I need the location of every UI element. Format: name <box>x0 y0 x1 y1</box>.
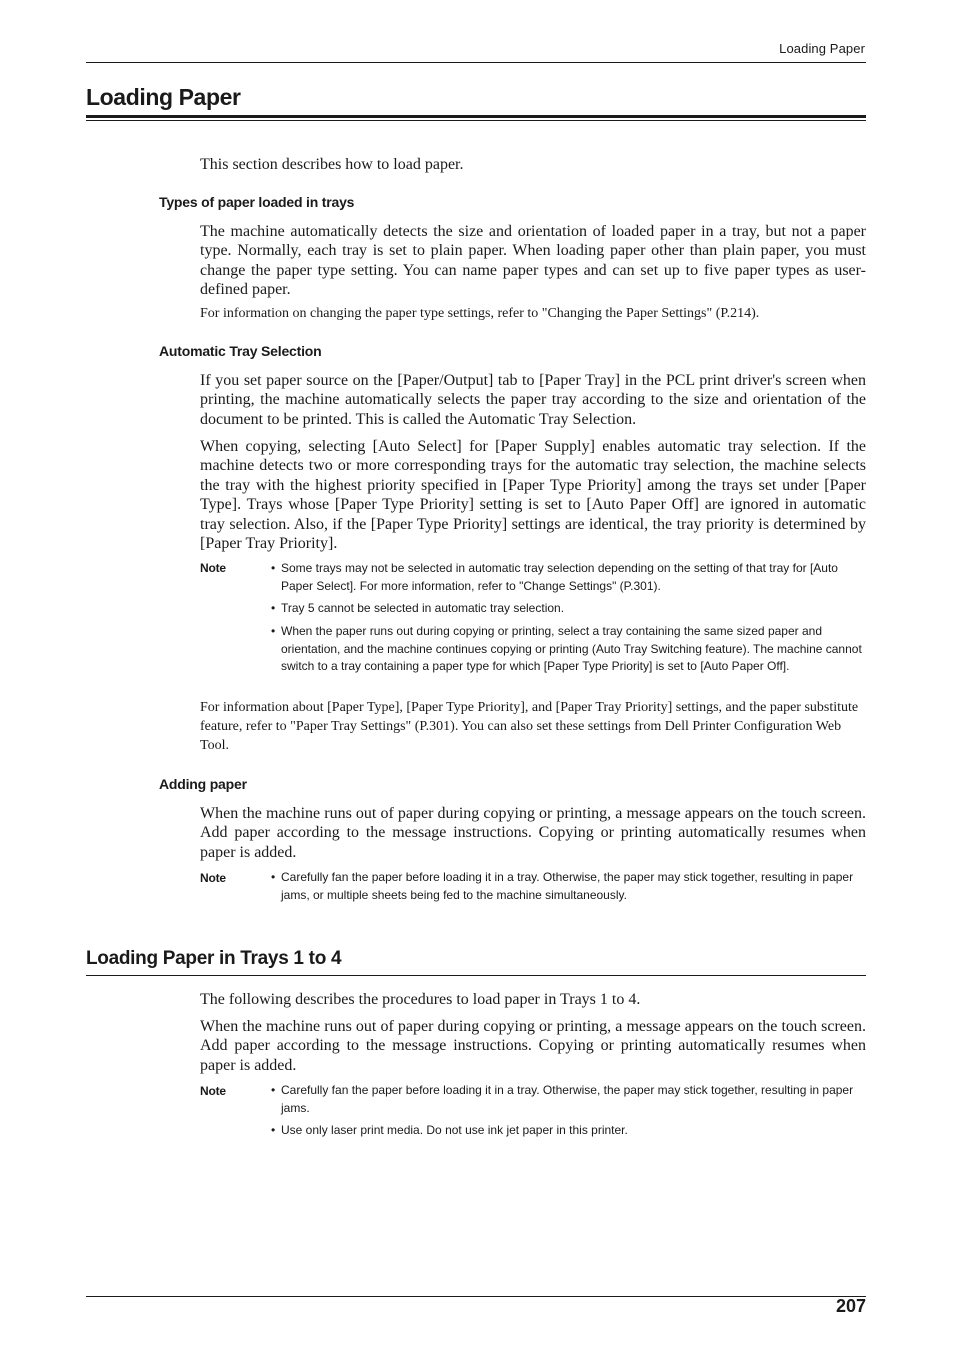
section-rule <box>86 975 866 976</box>
intro-paragraph: This section describes how to load paper. <box>200 156 464 173</box>
footer-rule <box>86 1296 866 1297</box>
note-text: Some trays may not be selected in automatic tray selection depending on the setting of that tray for [Auto Paper Select]. For more information, refer to "Change Settings" (P.301). <box>281 561 838 593</box>
trays-paragraph-2: When the machine runs out of paper during copying or printing, a message appears on the touch screen. Add paper according to the message instructions. Copying or printing automatically resumes when paper is added. <box>200 1018 866 1074</box>
title-rule-thin <box>86 120 866 121</box>
note-label: Note <box>200 561 226 575</box>
auto-tray-paragraph-1: If you set paper source on the [Paper/Output] tab to [Paper Tray] in the PCL print driver's screen when printing, the machine automatically selects the paper tray according to the size and orientation of the document to be printed. This is called the Automatic Tray Selection. <box>200 372 866 428</box>
adding-heading: Adding paper <box>159 776 247 792</box>
note-bullet <box>270 869 864 904</box>
bullet-glyph: • <box>271 601 276 615</box>
note-text: Use only laser print media. Do not use ink jet paper in this printer. <box>281 1123 628 1137</box>
note-text: When the paper runs out during copying or printing, select a tray containing the same sized paper and orientation, and the machine continues copying or printing (Auto Tray Switching feature). The machine cannot switch to a tray containing a paper type for which [Paper Type Priority] is set to [Auto Paper Off]. <box>281 624 862 674</box>
bullet-glyph: • <box>271 870 276 884</box>
note-text: Carefully fan the paper before loading it in a tray. Otherwise, the paper may stick together, resulting in paper jams, or multiple sheets being fed to the machine simultaneously. <box>281 870 854 902</box>
bullet-glyph: • <box>271 561 276 575</box>
section-heading: Loading Paper in Trays 1 to 4 <box>86 948 342 969</box>
header-rule <box>86 62 866 63</box>
note-bullet <box>270 560 864 595</box>
note-label: Note <box>200 1084 226 1098</box>
title-rule-thick <box>86 115 866 118</box>
auto-tray-heading: Automatic Tray Selection <box>159 343 322 359</box>
note-bullet <box>270 1082 864 1117</box>
note-label: Note <box>200 871 226 885</box>
note-text: Carefully fan the paper before loading it in a tray. Otherwise, the paper may stick together, resulting in paper jams. <box>281 1083 854 1115</box>
trays-paragraph-1: The following describes the procedures to load paper in Trays 1 to 4. <box>200 991 641 1008</box>
note-text: Tray 5 cannot be selected in automatic tray selection. <box>281 601 565 615</box>
note-bullet <box>270 1122 864 1140</box>
bullet-glyph: • <box>271 624 276 638</box>
note-bullet <box>270 600 864 618</box>
bullet-glyph: • <box>271 1123 276 1137</box>
types-heading: Types of paper loaded in trays <box>159 194 355 210</box>
adding-paragraph: When the machine runs out of paper during copying or printing, a message appears on the touch screen. Add paper according to the message instructions. Copying or printing automatically resumes when paper is added. <box>200 805 866 861</box>
running-header: Loading Paper <box>779 41 865 56</box>
types-reference: For information on changing the paper type settings, refer to "Changing the Paper Settings" (P.214). <box>200 306 760 321</box>
note-bullet <box>270 623 864 676</box>
bullet-glyph: • <box>271 1083 276 1097</box>
auto-tray-paragraph-2: When copying, selecting [Auto Select] for [Paper Supply] enables automatic tray selection. If the machine detects two or more corresponding trays for the automatic tray selection, the machine selects the tray with the highest priority specified in [Paper Type Priority] among the trays set under [Paper Type]. Trays whose [Paper Type Priority] setting is set to [Auto Paper Off] are ignored in automatic tray selection. Also, if the [Paper Type Priority] settings are identical, the tray priority is determined by [Paper Tray Priority]. <box>200 438 866 553</box>
auto-tray-reference: For information about [Paper Type], [Paper Type Priority], and [Paper Tray Priority] settings, and the paper substitute feature, refer to "Paper Tray Settings" (P.301). You can also set these settings from Dell Printer Configuration Web Tool. <box>200 700 859 753</box>
page-title: Loading Paper <box>86 84 241 110</box>
page-number: 207 <box>835 1296 866 1316</box>
types-paragraph: The machine automatically detects the size and orientation of loaded paper in a tray, but not a paper type. Normally, each tray is set to plain paper. When loading paper other than plain paper, you must change the paper type setting. You can name paper types and can set up to five paper types as user-defined paper. <box>200 223 866 299</box>
